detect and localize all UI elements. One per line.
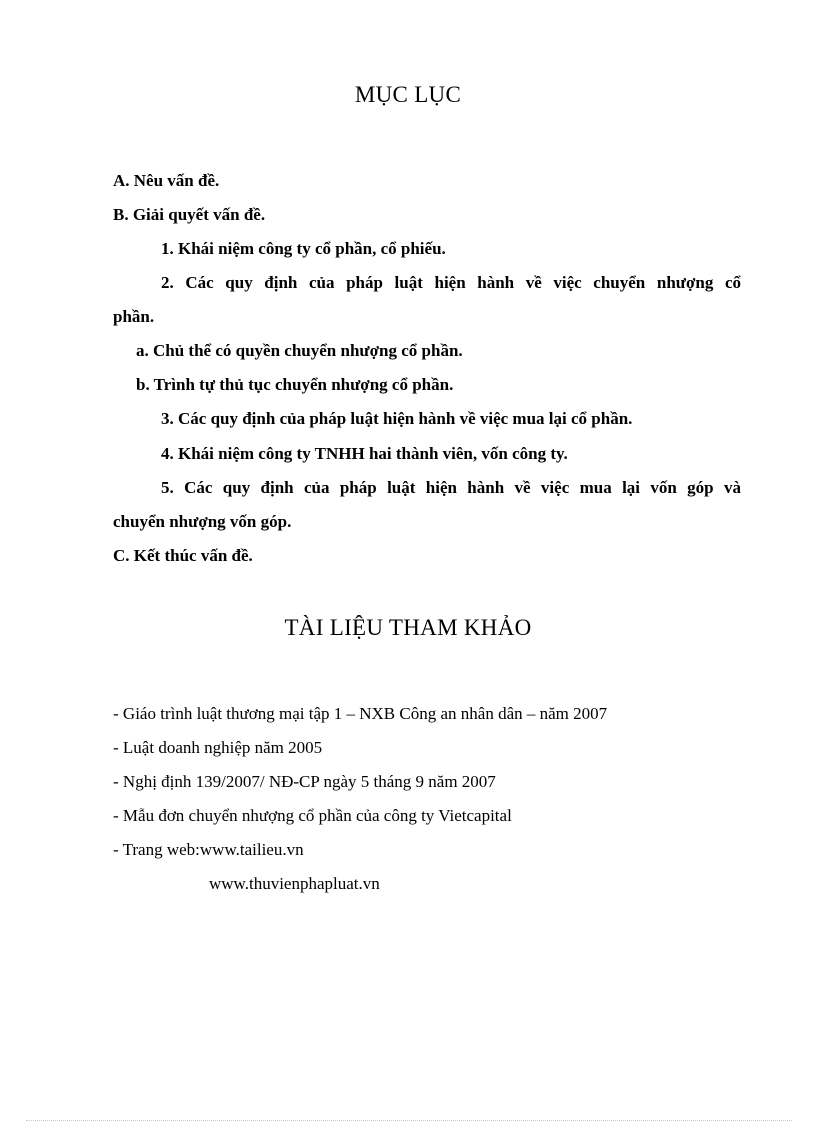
- reference-item-website: www.thuvienphapluat.vn: [209, 874, 380, 893]
- toc-item-b5-line1: 5. Các quy định của pháp luật hiện hành về việc mua lại vốn góp và: [161, 478, 741, 497]
- reference-item: - Trang web:www.tailieu.vn: [113, 840, 304, 859]
- references-title: TÀI LIỆU THAM KHẢO: [284, 615, 532, 640]
- toc-title: MỤC LỤC: [354, 82, 462, 107]
- toc-item-b4: 4. Khái niệm công ty TNHH hai thành viên, vốn công ty.: [161, 444, 568, 463]
- toc-item-b2-line1: 2. Các quy định của pháp luật hiện hành về việc chuyển nhượng cổ: [161, 273, 741, 292]
- toc-item-b3: 3. Các quy định của pháp luật hiện hành về việc mua lại cổ phần.: [161, 409, 633, 428]
- toc-item-b2a: a. Chủ thể có quyền chuyển nhượng cổ phần.: [136, 341, 463, 360]
- reference-item: - Mẫu đơn chuyển nhượng cổ phần của công ty Vietcapital: [113, 806, 512, 825]
- toc-item-b: B. Giải quyết vấn đề.: [113, 205, 266, 224]
- toc-item-c: C. Kết thúc vấn đề.: [113, 546, 253, 565]
- reference-item: - Nghị định 139/2007/ NĐ-CP ngày 5 tháng 9 năm 2007: [113, 772, 496, 791]
- toc-item-b2b: b. Trình tự thủ tục chuyển nhượng cổ phần.: [136, 375, 454, 394]
- toc-item-a: A. Nêu vấn đề.: [113, 171, 220, 190]
- toc-item-b5-line2: chuyển nhượng vốn góp.: [113, 512, 292, 531]
- page-bottom-divider: [26, 1120, 792, 1121]
- reference-item: - Luật doanh nghiệp năm 2005: [113, 738, 323, 757]
- toc-item-b1: 1. Khái niệm công ty cổ phần, cổ phiếu.: [161, 239, 446, 258]
- reference-item: - Giáo trình luật thương mại tập 1 – NXB Công an nhân dân – năm 2007: [113, 704, 608, 723]
- toc-item-b2-line2: phần.: [113, 307, 155, 326]
